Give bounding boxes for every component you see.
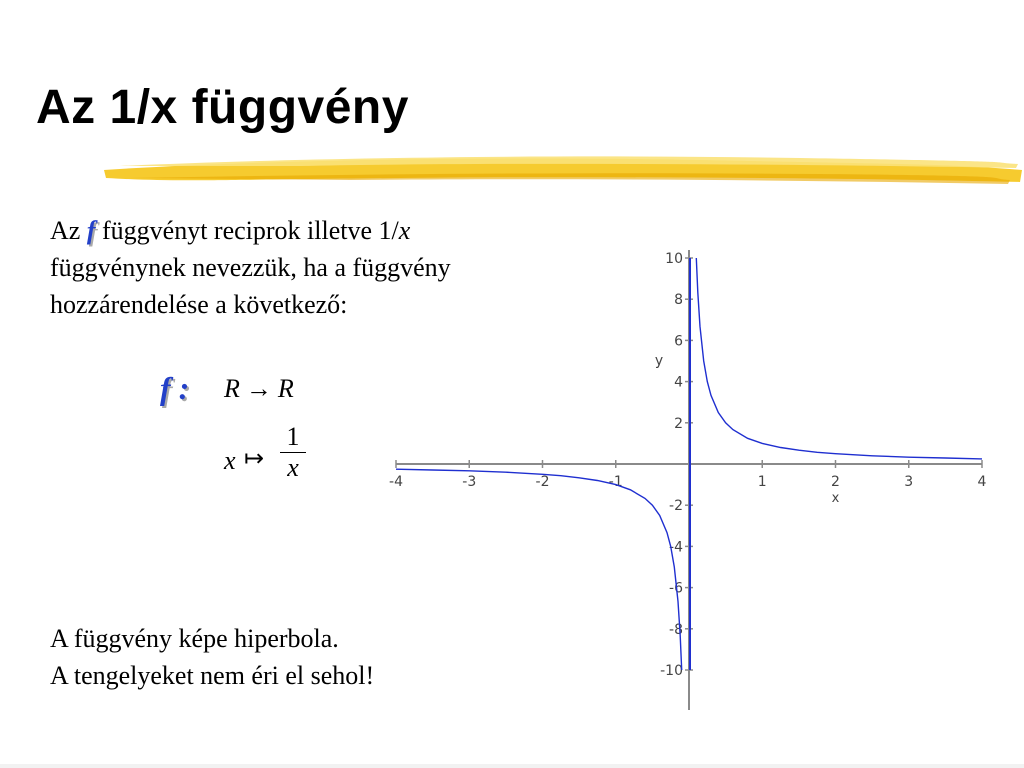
intro-x-variable: x (398, 216, 411, 245)
intro-function-letter: f (86, 216, 96, 245)
hyperbola-branch-negative (396, 469, 682, 670)
x-tick-label: 1 (757, 474, 767, 490)
intro-prefix: Az (50, 216, 81, 245)
mapping-denominator: x (287, 453, 299, 482)
conclusion-line-2: A tengelyeket nem éri el sehol! (50, 661, 375, 690)
x-tick-label: -4 (389, 474, 403, 490)
intro-line-3: hozzárendelése a következő: (50, 290, 348, 319)
y-tick-label: 6 (674, 333, 683, 350)
y-tick-label: -6 (669, 580, 683, 597)
x-tick-label: 3 (904, 474, 914, 490)
x-tick-label: -3 (462, 474, 477, 490)
intro-line-2: függvénynek nevezzük, ha a függvény (50, 253, 451, 282)
conclusion-text (50, 620, 374, 694)
x-axis-label: x (831, 491, 840, 506)
y-tick-label: -2 (669, 498, 683, 515)
y-tick-label: 4 (674, 374, 683, 391)
x-tick-label: 4 (977, 474, 987, 490)
mapping-x-variable: x (224, 446, 236, 475)
mapping-domain: R (224, 374, 240, 403)
mapping-fraction (280, 422, 306, 483)
y-tick-label: -8 (669, 621, 683, 638)
conclusion-line-1: A függvény képe hiperbola. (50, 624, 339, 653)
title-underline-brush (100, 148, 1024, 190)
y-tick-label: 8 (674, 292, 683, 309)
mapping-function-label: f : (160, 370, 190, 406)
mapping-mapsto-symbol: ↦ (244, 446, 265, 472)
x-tick-label: -1 (608, 474, 623, 490)
mapping-arrow: → (245, 374, 272, 403)
y-tick-label: 2 (674, 415, 683, 432)
hyperbola-branch-positive (696, 258, 982, 459)
y-tick-label: 10 (665, 251, 683, 267)
mapping-codomain: R (277, 374, 294, 403)
slide-title: Az 1/x függvény (36, 81, 409, 134)
hyperbola-chart (380, 240, 1000, 720)
x-tick-label: 2 (831, 474, 840, 490)
y-tick-label: -10 (660, 663, 683, 679)
mapping-domain-line (224, 374, 294, 404)
footer-rule (0, 764, 1024, 768)
mapping-numerator: 1 (286, 422, 300, 451)
y-tick-label: -4 (669, 539, 683, 556)
intro-middle: függvényt reciprok illetve 1/ (102, 216, 399, 245)
y-axis-label: y (654, 353, 664, 369)
x-tick-label: -2 (535, 474, 550, 490)
